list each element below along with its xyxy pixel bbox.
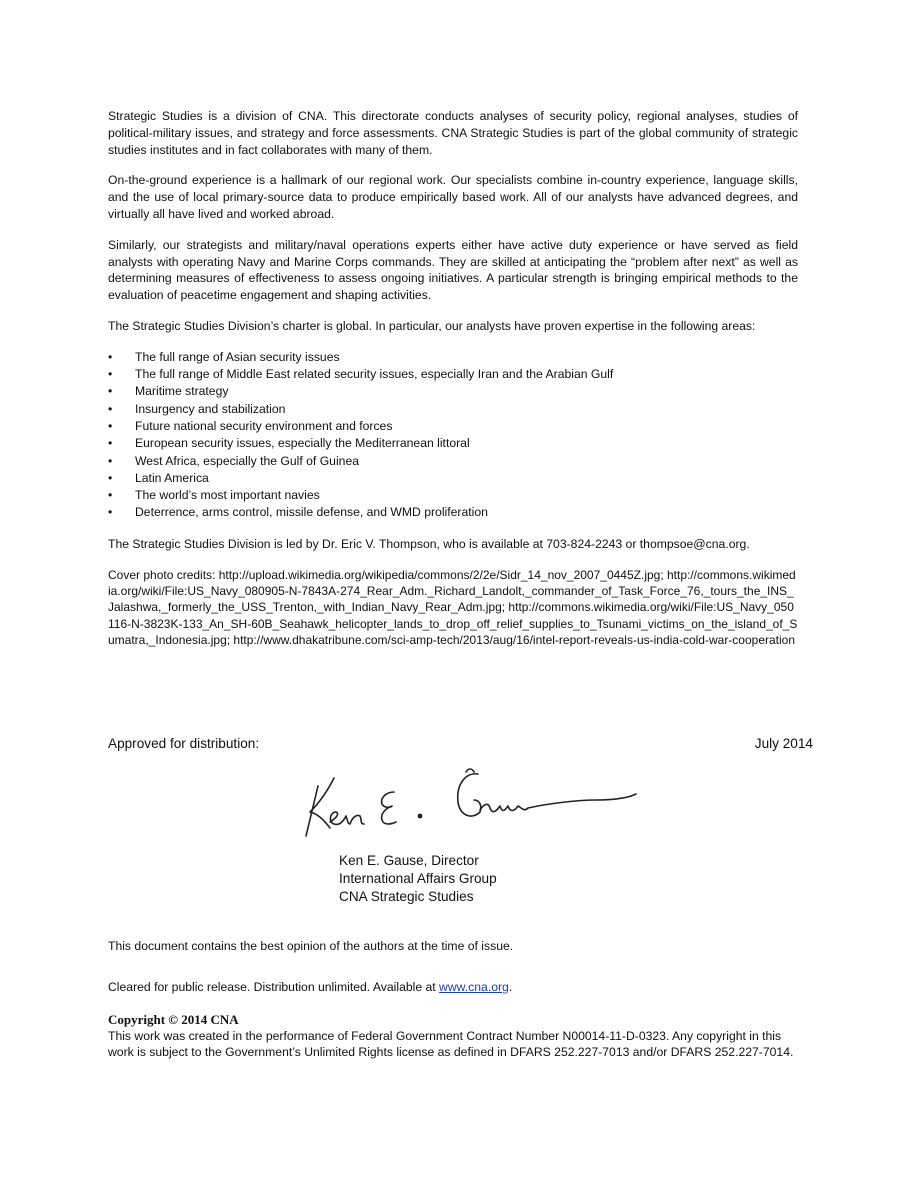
- bullet-icon: •: [108, 488, 113, 503]
- leader-paragraph: The Strategic Studies Division is led by Dr. Eric V. Thompson, who is available at 703-824-2243 or thompsoe@cna.org.: [108, 536, 750, 551]
- signer-name-title: Ken E. Gause, Director: [339, 853, 479, 868]
- bullet-icon: •: [108, 349, 113, 364]
- bullet-icon: •: [108, 505, 113, 520]
- list-item-text: The world’s most important navies: [135, 488, 320, 503]
- intro-paragraph: Similarly, our strategists and military/naval operations experts either have active duty experience or have served as field analysts with operating Navy and Marine Corps commands. They are skilled at anticipating the “problem after next” as well as determining measures of effectiveness to assess ongoing initiatives. A particular strength is bringing empirical methods to the evaluation of peacetime engagement and shaping activities.: [108, 237, 798, 303]
- list-item-text: Maritime strategy: [135, 384, 229, 399]
- list-item: [108, 487, 798, 504]
- list-item: [108, 470, 798, 487]
- document-body: [108, 108, 798, 661]
- cna-website-link[interactable]: www.cna.org: [439, 980, 509, 994]
- list-item-text: Deterrence, arms control, missile defense, and WMD proliferation: [135, 505, 488, 520]
- list-item: [108, 383, 798, 400]
- signer-block: [339, 852, 497, 906]
- signer-org: CNA Strategic Studies: [339, 889, 474, 904]
- intro-paragraph: Strategic Studies is a division of CNA. This directorate conducts analyses of security policy, regional analyses, studies of political-military issues, and strategy and force assessments. CNA Strategic Studies is part of the global community of strategic studies institutes and in fact collaborates with many of them.: [108, 109, 798, 157]
- list-item: [108, 504, 798, 521]
- bullet-icon: •: [108, 384, 113, 399]
- list-item: [108, 401, 798, 418]
- signer-group: International Affairs Group: [339, 871, 497, 886]
- release-text: Cleared for public release. Distribution unlimited. Available at: [108, 980, 440, 994]
- approval-row: [108, 736, 813, 751]
- list-item-text: Future national security environment and forces: [135, 418, 393, 433]
- bullet-icon: •: [108, 453, 113, 468]
- copyright-title: Copyright © 2014 CNA: [108, 1012, 239, 1027]
- list-item: [108, 366, 798, 383]
- opinion-note: This document contains the best opinion of the authors at the time of issue.: [108, 939, 514, 953]
- list-item: [108, 435, 798, 452]
- list-item-text: West Africa, especially the Gulf of Guinea: [135, 453, 359, 468]
- expertise-list: [108, 349, 798, 522]
- bullet-icon: •: [108, 436, 113, 451]
- signature-image: [296, 764, 641, 840]
- cover-photo-credits: Cover photo credits: http://upload.wikimedia.org/wikipedia/commons/2/2e/Sidr_14_nov_2007_0445Z.jpg; http://commons.wikimedia.org/wiki/File:US_Navy_080905-N-7843A-274_Rear_Adm._Richard_Landolt,_commander_of_Task_Force_76,_tours_the_INS_Jalashwa,_formerly_the_USS_Trenton,_with_Indian_Navy_Rear_Adm.jpg; http://commons.wikimedia.org/wiki/File:US_Navy_050116-N-3823K-133_An_SH-60B_Seahawk_helicopter_lands_to_drop_off_relief_supplies_to_Tsunami_victims_on_the_island_of_Sumatra,_Indonesia.jpg; http://www.dhakatribune.com/sci-amp-tech/2013/aug/16/intel-report-reveals-us-india-cold-war-cooperation: [108, 567, 798, 648]
- bullet-icon: •: [108, 470, 113, 485]
- release-suffix: .: [508, 980, 513, 994]
- copyright-text: This work was created in the performance of Federal Government Contract Number N00014-11-D-0323. Any copyright in this work is subject to the Government’s Unlimited Rights license as defined in DFARS 252.227-7013 and/or DFARS 252.227-7014.: [108, 1029, 794, 1060]
- release-statement: [108, 979, 512, 995]
- list-item-text: The full range of Middle East related security issues, especially Iran and the Arabian Gulf: [135, 367, 614, 382]
- intro-paragraph: On-the-ground experience is a hallmark of our regional work. Our specialists combine in-country experience, language skills, and the use of local primary-source data to produce empirically based work. All of our analysts have advanced degrees, and virtually all have lived and worked abroad.: [108, 173, 798, 221]
- bullet-icon: •: [108, 367, 113, 382]
- list-item-text: The full range of Asian security issues: [135, 349, 340, 364]
- list-item: [108, 418, 798, 435]
- bullet-icon: •: [108, 418, 113, 433]
- approval-date: July 2014: [754, 736, 813, 751]
- list-item: [108, 349, 798, 366]
- list-item: [108, 453, 798, 470]
- list-item-text: Insurgency and stabilization: [135, 401, 286, 416]
- intro-paragraph: The Strategic Studies Division’s charter is global. In particular, our analysts have proven expertise in the following areas:: [108, 318, 756, 333]
- bullet-icon: •: [108, 401, 113, 416]
- list-item-text: European security issues, especially the Mediterranean littoral: [135, 436, 470, 451]
- list-item-text: Latin America: [135, 470, 209, 485]
- approval-label: Approved for distribution:: [108, 736, 260, 751]
